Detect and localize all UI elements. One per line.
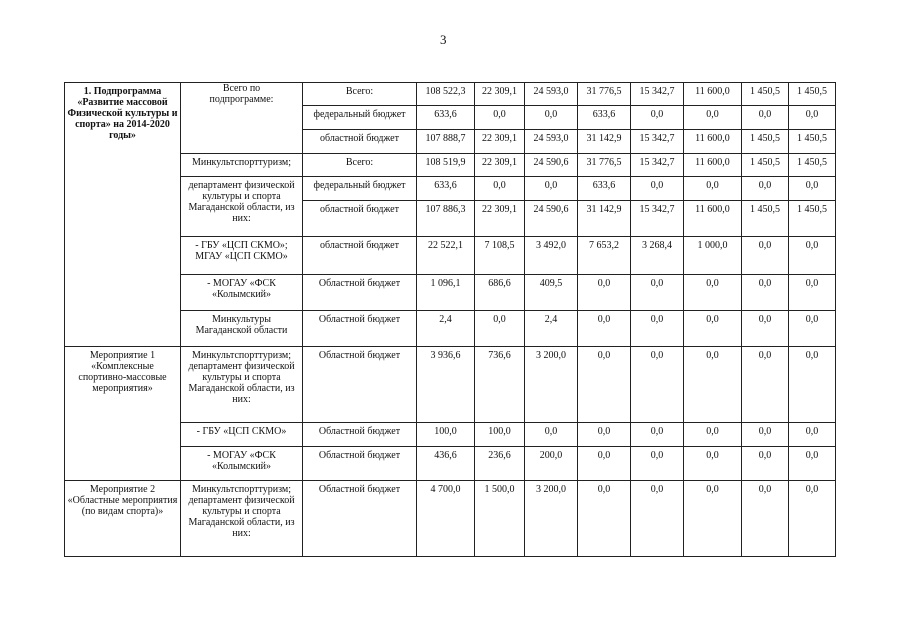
value-cell: 3 936,6 [417, 347, 475, 423]
value-cell: 1 450,5 [789, 130, 836, 154]
value-cell: 0,0 [742, 311, 789, 347]
value-cell: 31 776,5 [578, 83, 631, 106]
value-cell: 0,0 [684, 447, 742, 481]
value-cell: 686,6 [475, 275, 525, 311]
value-cell: 0,0 [631, 447, 684, 481]
value-cell: 108 519,9 [417, 154, 475, 177]
value-cell: 7 108,5 [475, 237, 525, 275]
value-cell: 107 888,7 [417, 130, 475, 154]
value-cell: 3 492,0 [525, 237, 578, 275]
value-cell: 0,0 [684, 275, 742, 311]
value-cell: 3 200,0 [525, 347, 578, 423]
event-title-cell: Мероприятие 2 «Областные мероприятия (по видам спорта)» [65, 481, 181, 557]
value-cell: 108 522,3 [417, 83, 475, 106]
budget-table [64, 82, 836, 557]
value-cell: 107 886,3 [417, 201, 475, 237]
value-cell: 0,0 [684, 347, 742, 423]
value-cell: 2,4 [417, 311, 475, 347]
source-cell: Областной бюджет [303, 347, 417, 423]
value-cell: 31 142,9 [578, 130, 631, 154]
value-cell: 1 450,5 [742, 154, 789, 177]
value-cell: 633,6 [578, 106, 631, 130]
source-cell: областной бюджет [303, 237, 417, 275]
event-title-cell: Мероприятие 1 «Комплексные спортивно-массовые мероприятия» [65, 347, 181, 481]
value-cell: 0,0 [742, 237, 789, 275]
value-cell: 0,0 [578, 275, 631, 311]
source-cell: областной бюджет [303, 201, 417, 237]
value-cell: 11 600,0 [684, 201, 742, 237]
value-cell: 0,0 [578, 481, 631, 557]
value-cell: 0,0 [631, 347, 684, 423]
value-cell: 22 309,1 [475, 83, 525, 106]
value-cell: 0,0 [789, 177, 836, 201]
executor-cell: департамент физической культуры и спорта Магаданской области, из них: [181, 177, 303, 237]
value-cell: 15 342,7 [631, 130, 684, 154]
value-cell: 0,0 [789, 311, 836, 347]
value-cell: 1 450,5 [789, 154, 836, 177]
value-cell: 15 342,7 [631, 154, 684, 177]
value-cell: 24 593,0 [525, 83, 578, 106]
value-cell: 0,0 [578, 347, 631, 423]
value-cell: 0,0 [475, 177, 525, 201]
value-cell: 0,0 [789, 275, 836, 311]
source-cell: Областной бюджет [303, 275, 417, 311]
value-cell: 1 096,1 [417, 275, 475, 311]
value-cell: 0,0 [789, 481, 836, 557]
value-cell: 24 593,0 [525, 130, 578, 154]
value-cell: 22 522,1 [417, 237, 475, 275]
value-cell: 0,0 [742, 177, 789, 201]
value-cell: 0,0 [684, 481, 742, 557]
value-cell: 0,0 [578, 447, 631, 481]
executor-cell: - ГБУ «ЦСП СКМО» [181, 423, 303, 447]
value-cell: 22 309,1 [475, 130, 525, 154]
source-cell: областной бюджет [303, 130, 417, 154]
value-cell: 0,0 [525, 423, 578, 447]
value-cell: 200,0 [525, 447, 578, 481]
value-cell: 633,6 [578, 177, 631, 201]
value-cell: 633,6 [417, 106, 475, 130]
table-row [65, 447, 836, 481]
value-cell: 15 342,7 [631, 201, 684, 237]
table-row [65, 311, 836, 347]
value-cell: 0,0 [525, 177, 578, 201]
program-title-cell: 1. Подпрограмма «Развитие массовой Физической культуры и спорта» на 2014-2020 годы» [65, 83, 181, 347]
value-cell: 736,6 [475, 347, 525, 423]
table-row [65, 237, 836, 275]
value-cell: 15 342,7 [631, 83, 684, 106]
source-cell: федеральный бюджет [303, 177, 417, 201]
value-cell: 0,0 [631, 311, 684, 347]
value-cell: 1 450,5 [789, 201, 836, 237]
executor-cell: Минкультспорттуризм; [181, 154, 303, 177]
value-cell: 0,0 [789, 106, 836, 130]
value-cell: 1 450,5 [742, 130, 789, 154]
value-cell: 0,0 [742, 447, 789, 481]
value-cell: 1 500,0 [475, 481, 525, 557]
page-number: 3 [440, 32, 447, 47]
value-cell: 11 600,0 [684, 83, 742, 106]
source-cell: Всего: [303, 83, 417, 106]
value-cell: 7 653,2 [578, 237, 631, 275]
value-cell: 0,0 [475, 311, 525, 347]
value-cell: 1 450,5 [789, 83, 836, 106]
table-row [65, 423, 836, 447]
value-cell: 2,4 [525, 311, 578, 347]
value-cell: 0,0 [789, 447, 836, 481]
value-cell: 436,6 [417, 447, 475, 481]
value-cell: 0,0 [742, 106, 789, 130]
value-cell: 22 309,1 [475, 154, 525, 177]
value-cell: 24 590,6 [525, 201, 578, 237]
value-cell: 0,0 [578, 423, 631, 447]
value-cell: 0,0 [631, 423, 684, 447]
value-cell: 0,0 [789, 347, 836, 423]
value-cell: 0,0 [684, 423, 742, 447]
value-cell: 0,0 [631, 106, 684, 130]
source-cell: Областной бюджет [303, 311, 417, 347]
source-cell: Областной бюджет [303, 447, 417, 481]
source-cell: федеральный бюджет [303, 106, 417, 130]
value-cell: 0,0 [525, 106, 578, 130]
value-cell: 0,0 [742, 347, 789, 423]
source-cell: Всего: [303, 154, 417, 177]
table-row [65, 347, 836, 423]
total-label-cell: Всего по подпрограмме: [181, 83, 303, 154]
value-cell: 0,0 [631, 177, 684, 201]
executor-cell: - МОГАУ «ФСК «Колымский» [181, 275, 303, 311]
value-cell: 31 142,9 [578, 201, 631, 237]
value-cell: 0,0 [742, 275, 789, 311]
table-row [65, 177, 836, 201]
table-row [65, 83, 836, 106]
value-cell: 11 600,0 [684, 154, 742, 177]
value-cell: 0,0 [684, 177, 742, 201]
source-cell: Областной бюджет [303, 481, 417, 557]
value-cell: 0,0 [684, 106, 742, 130]
value-cell: 633,6 [417, 177, 475, 201]
table-row [65, 481, 836, 557]
value-cell: 3 200,0 [525, 481, 578, 557]
value-cell: 1 450,5 [742, 201, 789, 237]
value-cell: 24 590,6 [525, 154, 578, 177]
executor-cell: Минкультуры Магаданской области [181, 311, 303, 347]
executor-cell: - МОГАУ «ФСК «Колымский» [181, 447, 303, 481]
source-cell: Областной бюджет [303, 423, 417, 447]
value-cell: 1 450,5 [742, 83, 789, 106]
value-cell: 0,0 [631, 275, 684, 311]
value-cell: 0,0 [631, 481, 684, 557]
value-cell: 0,0 [742, 481, 789, 557]
executor-cell: Минкультспорттуризм; департамент физической культуры и спорта Магаданской области, из них: [181, 481, 303, 557]
value-cell: 100,0 [417, 423, 475, 447]
executor-cell: - ГБУ «ЦСП СКМО»; МГАУ «ЦСП СКМО» [181, 237, 303, 275]
value-cell: 22 309,1 [475, 201, 525, 237]
value-cell: 0,0 [578, 311, 631, 347]
value-cell: 236,6 [475, 447, 525, 481]
value-cell: 0,0 [475, 106, 525, 130]
value-cell: 409,5 [525, 275, 578, 311]
table-row [65, 154, 836, 177]
value-cell: 1 000,0 [684, 237, 742, 275]
executor-cell: Минкультспорттуризм; департамент физической культуры и спорта Магаданской области, из них: [181, 347, 303, 423]
value-cell: 0,0 [789, 237, 836, 275]
value-cell: 11 600,0 [684, 130, 742, 154]
value-cell: 4 700,0 [417, 481, 475, 557]
value-cell: 100,0 [475, 423, 525, 447]
value-cell: 31 776,5 [578, 154, 631, 177]
value-cell: 0,0 [684, 311, 742, 347]
table-row [65, 275, 836, 311]
value-cell: 0,0 [742, 423, 789, 447]
value-cell: 3 268,4 [631, 237, 684, 275]
value-cell: 0,0 [789, 423, 836, 447]
